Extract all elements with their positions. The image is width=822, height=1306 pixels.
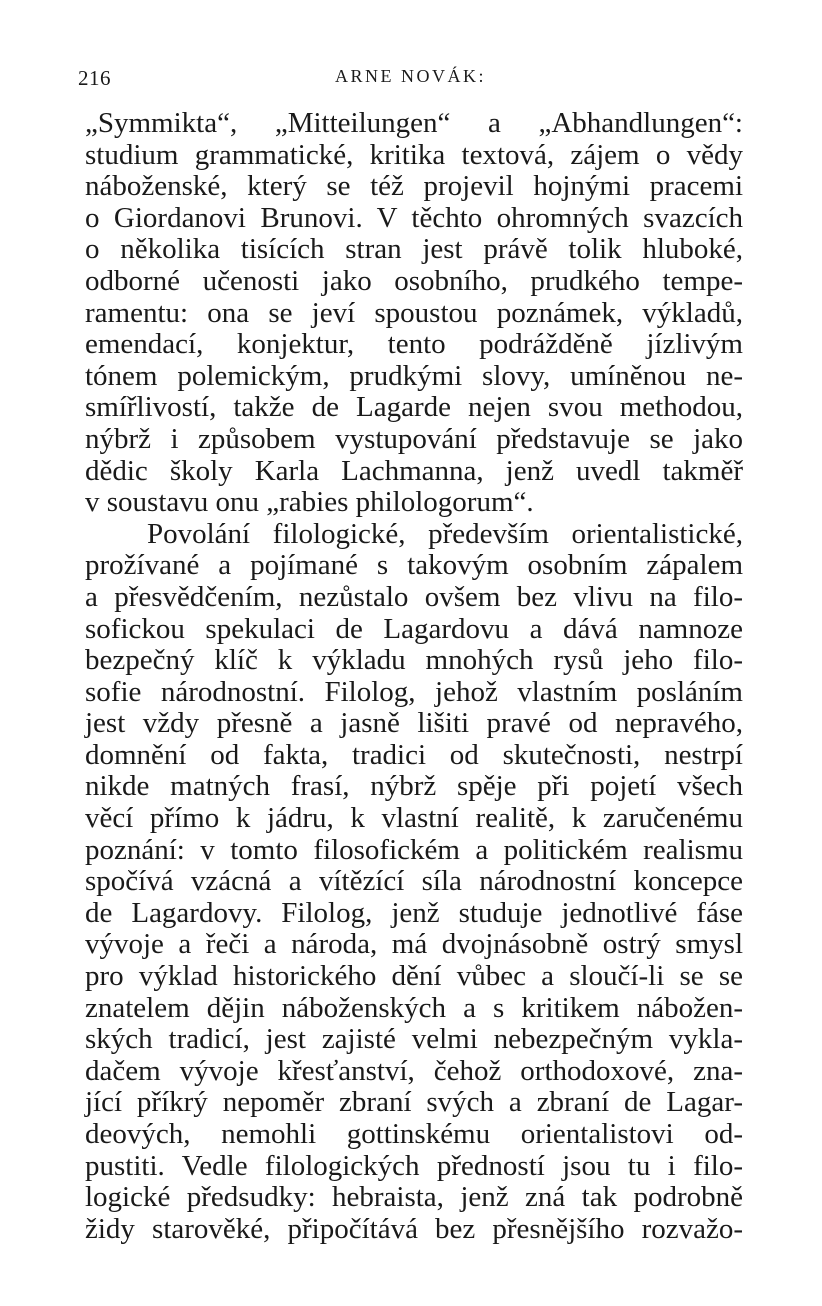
text-line: poznání: v tomto filosofickém a politickém realismu bbox=[85, 833, 743, 866]
text-line: dědic školy Karla Lachmanna, jenž uvedl takměř bbox=[85, 454, 743, 487]
text-line: a přesvědčením, nezůstalo ovšem bez vlivu na filo- bbox=[85, 580, 743, 613]
text-line: spočívá vzácná a vítězící síla národnostní koncepce bbox=[85, 865, 743, 898]
text-line: smířlivostí, takže de Lagarde nejen svou methodou, bbox=[85, 391, 743, 424]
text-line: pro výklad historického dění vůbec a sloučí-li se se bbox=[85, 960, 743, 993]
text-line: odborné učenosti jako osobního, prudkého tempe- bbox=[85, 264, 743, 297]
body-text bbox=[85, 108, 743, 1245]
text-line: v soustavu onu „rabies philologorum“. bbox=[85, 486, 534, 519]
text-line: de Lagardovy. Filolog, jenž studuje jednotlivé fáse bbox=[85, 896, 743, 929]
text-line: nikde matných frasí, nýbrž spěje při pojetí všech bbox=[85, 770, 743, 803]
text-line: prožívané a pojímané s takovým osobním zápalem bbox=[85, 549, 743, 582]
text-line: sofickou spekulaci de Lagardovu a dává namnoze bbox=[85, 612, 743, 645]
text-line: logické předsudky: hebraista, jenž zná tak podrobně bbox=[85, 1181, 743, 1214]
text-line: náboženské, který se též projevil hojnými pracemi bbox=[85, 170, 743, 203]
paragraph-2 bbox=[85, 519, 743, 1246]
text-line: znatelem dějin náboženských a s kritikem nábožen- bbox=[85, 991, 743, 1024]
text-line: jest vždy přesně a jasně lišiti pravé od nepravého, bbox=[85, 707, 743, 740]
text-line: věcí přímo k jádru, k vlastní realitě, k zaručenému bbox=[85, 802, 743, 835]
text-line: nýbrž i způsobem vystupování představuje se jako bbox=[85, 422, 743, 455]
paragraph-1 bbox=[85, 108, 743, 519]
text-line: studium grammatické, kritika textová, zájem o vědy bbox=[85, 138, 743, 171]
text-line: dačem vývoje křesťanství, čehož orthodoxové, zna- bbox=[85, 1054, 743, 1087]
text-line: sofie národnostní. Filolog, jehož vlastním posláním bbox=[85, 675, 743, 708]
text-line: o několika tisících stran jest právě tolik hluboké, bbox=[85, 233, 743, 266]
text-line: jící příkrý nepoměr zbraní svých a zbraní de Lagar- bbox=[85, 1086, 743, 1119]
text-line: emendací, konjektur, tento podrážděně jízlivým bbox=[85, 328, 743, 361]
text-line: pustiti. Vedle filologických předností jsou tu i filo- bbox=[85, 1149, 743, 1182]
running-head: ARNE NOVÁK: bbox=[335, 66, 486, 86]
text-line: domnění od fakta, tradici od skutečnosti, nestrpí bbox=[85, 738, 743, 771]
text-line: „Symmikta“, „Mitteilungen“ a „Abhandlungen“: bbox=[85, 107, 743, 139]
page-header bbox=[0, 66, 822, 96]
text-line: ských tradicí, jest zajisté velmi nebezpečným vykla- bbox=[85, 1023, 743, 1056]
text-line: Povolání filologické, především orientalistické, bbox=[147, 517, 743, 550]
text-line: židy starověké, připočítává bez přesnějšího rozvažo- bbox=[85, 1212, 743, 1245]
text-line: deových, nemohli gottinskému orientalistovi od- bbox=[85, 1118, 743, 1150]
text-line: vývoje a řeči a národa, má dvojnásobně ostrý smysl bbox=[85, 928, 743, 961]
text-line: o Giordanovi Brunovi. V těchto ohromných svazcích bbox=[85, 201, 743, 234]
text-line: ramentu: ona se jeví spoustou poznámek, výkladů, bbox=[85, 296, 743, 329]
text-line: tónem polemickým, prudkými slovy, umíněnou ne- bbox=[85, 359, 743, 392]
text-line: bezpečný klíč k výkladu mnohých rysů jeho filo- bbox=[85, 644, 743, 677]
page-number: 216 bbox=[78, 66, 111, 90]
